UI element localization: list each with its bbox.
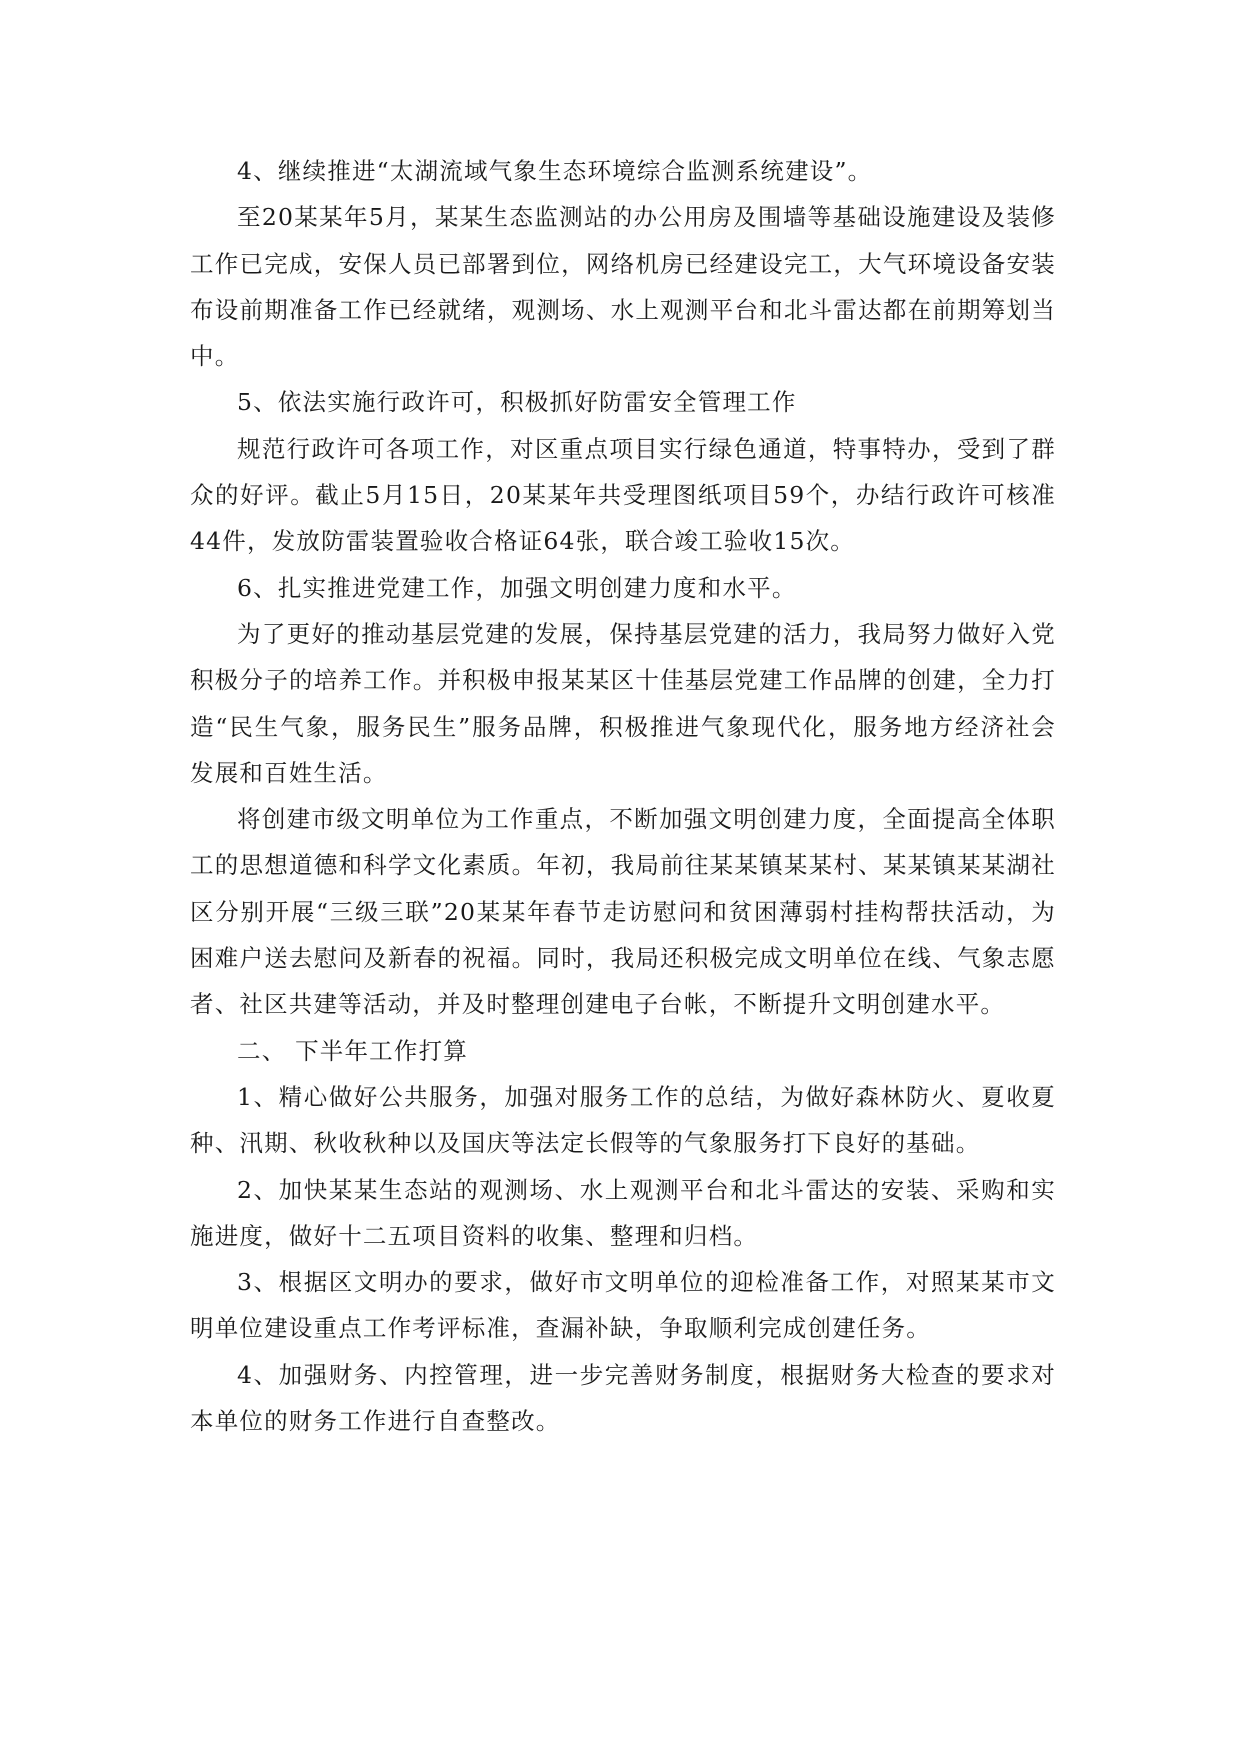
item-6-heading: 6、扎实推进党建工作，加强文明创建力度和水平。 — [237, 573, 797, 602]
plan-item-2: 2、加快某某生态站的观测场、水上观测平台和北斗雷达的安装、采购和实施进度，做好十二五项目资料的收集、整理和归档。 — [190, 1175, 1056, 1250]
plan-item-1: 1、精心做好公共服务，加强对服务工作的总结，为做好森林防火、夏收夏种、汛期、秋收秋种以及国庆等法定长假等的气象服务打下良好的基础。 — [190, 1082, 1056, 1158]
item-5-heading: 5、依法实施行政许可，积极抓好防雷安全管理工作 — [237, 388, 797, 417]
plan-item-4: 4、加强财务、内控管理，进一步完善财务制度，根据财务大检查的要求对本单位的财务工作进行自查整改。 — [190, 1360, 1056, 1436]
item-6-paragraph-2: 将创建市级文明单位为工作重点，不断加强文明创建力度，全面提高全体职工的思想道德和科学文化素质。年初，我局前往某某镇某某村、某某镇某某湖社区分别开展“三级三联”20某某年春节走访慰问和贫困薄弱村挂构帮扶活动，为困难户送去慰问及新春的祝福。同时，我局还积极完成文明单位在线、气象志愿者、社区共建等活动，并及时整理创建电子台帐，不断提升文明创建水平。 — [190, 805, 1056, 1019]
item-6-paragraph-1: 为了更好的推动基层党建的发展，保持基层党建的活力，我局努力做好入党积极分子的培养工作。并积极申报某某区十佳基层党建工作品牌的创建，全力打造“民生气象，服务民生”服务品牌，积极推进气象现代化，服务地方经济社会发展和百姓生活。 — [190, 619, 1056, 787]
document-body — [190, 148, 1056, 1444]
section-2-heading: 二、 下半年工作打算 — [237, 1036, 468, 1065]
item-5-paragraph: 规范行政许可各项工作，对区重点项目实行绿色通道，特事特办，受到了群众的好评。截止5月15日，20某某年共受理图纸项目59个，办结行政许可核准44件，发放防雷装置验收合格证64张，联合竣工验收15次。 — [190, 434, 1056, 556]
item-4-paragraph: 至20某某年5月，某某生态监测站的办公用房及围墙等基础设施建设及装修工作已完成，安保人员已部署到位，网络机房已经建设完工，大气环境设备安装布设前期准备工作已经就绪，观测场、水上观测平台和北斗雷达都在前期筹划当中。 — [190, 203, 1056, 371]
item-4-heading: 4、继续推进“太湖流域气象生态环境综合监测系统建设”。 — [237, 157, 873, 185]
plan-item-3: 3、根据区文明办的要求，做好市文明单位的迎检准备工作，对照某某市文明单位建设重点工作考评标准，查漏补缺，争取顺利完成创建任务。 — [190, 1268, 1056, 1343]
